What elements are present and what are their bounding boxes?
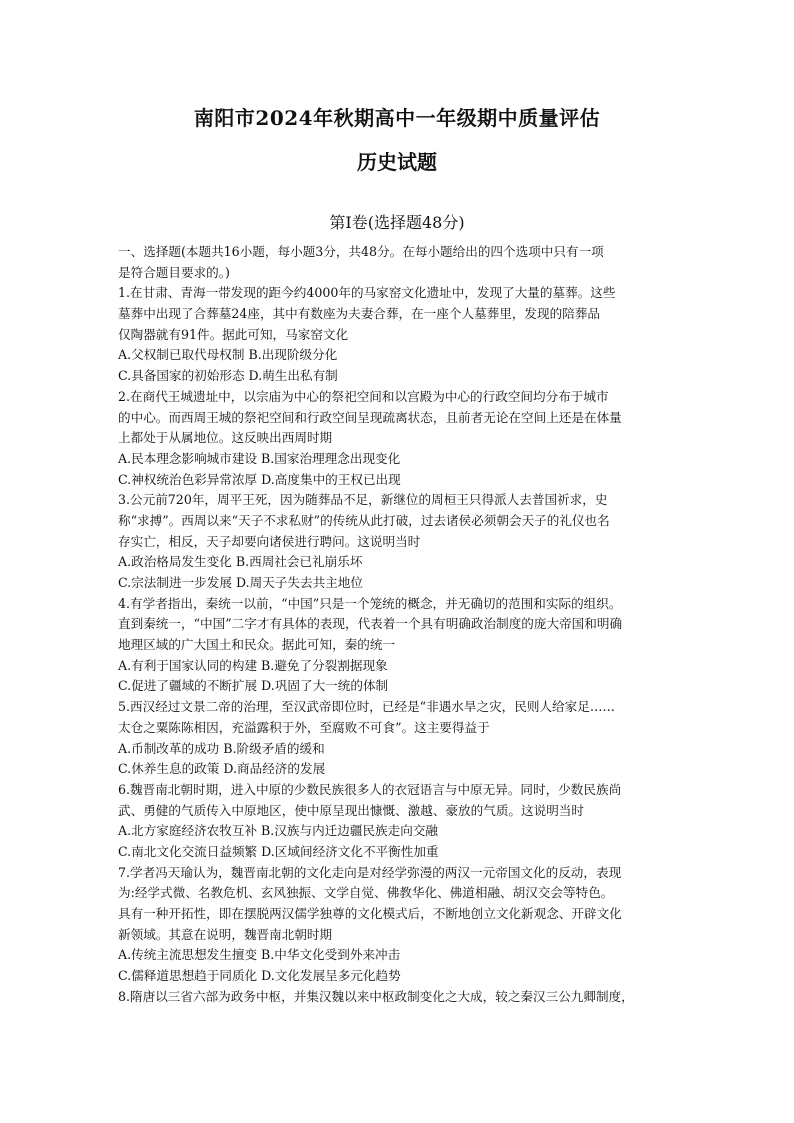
text-line: 仅陶器就有91件。据此可知，马家窑文化 xyxy=(118,326,349,342)
text-line: C.儒释道思想趋于同质化 D.文化发展呈多元化趋势 xyxy=(118,968,401,984)
question-body xyxy=(118,242,688,1007)
text-line: 7.学者冯天瑜认为，魏晋南北朝的文化走向是对经学弥漫的两汉一元帝国文化的反动，表现 xyxy=(118,864,622,880)
subject-title: 历史试题 xyxy=(357,150,437,174)
text-line: A.政治格局发生变化 B.西周社会已礼崩乐坏 xyxy=(118,554,363,570)
text-line: A.币制改革的成功 B.阶级矛盾的缓和 xyxy=(118,740,325,756)
text-line: C.具备国家的初始形态 D.萌生出私有制 xyxy=(118,368,338,384)
text-line: C.神权统治色彩异常浓厚 D.高度集中的王权已出现 xyxy=(118,471,401,487)
text-line: 称“求搏”。西周以来“天子不求私财”的传统从此打破，过去诸侯必须朝会天子的礼仪也名 xyxy=(118,512,610,528)
text-line: A.有利于国家认同的构建 B.避免了分裂割据现象 xyxy=(118,657,388,673)
text-line: 4.有学者指出，秦统一以前，“中国”只是一个笼统的概念，并无确切的范围和实际的组织。 xyxy=(118,595,622,611)
text-line: 1.在甘肃、青海一带发现的距今约4000年的马家窑文化遗址中，发现了大量的墓葬。这些 xyxy=(118,285,616,301)
text-line: 8.隋唐以三省六部为政务中枢，并集汉魏以来中枢政制变化之大成，较之秦汉三公九卿制度， xyxy=(118,988,634,1004)
text-line: 2.在商代王城遗址中，以宗庙为中心的祭祀空间和以宫殿为中心的行政空间均分布于城市 xyxy=(118,388,609,404)
text-line: 5.西汉经过文景二帝的治理，至汉武帝即位时，已经是“非遇水旱之灾，民则人给家足…… xyxy=(118,699,616,715)
text-line: A.传统主流思想发生擅变 B.中华文化受到外来冲击 xyxy=(118,947,401,963)
text-line: 武、勇健的气质传入中原地区，使中原呈现出慷慨、激越、豪放的气质。这说明当时 xyxy=(118,802,584,818)
text-line: A.父权制已取代母权制 B.出现阶级分化 xyxy=(118,347,338,363)
text-line: 墓葬中出现了合葬墓24座，其中有数座为夫妻合葬，在一座个人墓葬里，发现的陪葬品 xyxy=(118,306,600,322)
text-line: 新领域。其意在说明，魏晋南北朝时期 xyxy=(118,926,333,942)
text-line: C.宗法制进一步发展 D.周天子失去共主地位 xyxy=(118,575,363,590)
text-line: 具有一种开拓性，即在摆脱两汉儒学独尊的文化模式后，不断地创立文化新观念、开辟文化 xyxy=(118,906,622,921)
text-line: 存实亡，相反，天子却要向诸侯进行聘问。这说明当时 xyxy=(118,533,421,549)
text-line: 6.魏晋南北朝时期，进入中原的少数民族很多人的衣冠语言与中原无异。同时，少数民族尚 xyxy=(118,781,622,797)
text-line: C.休养生息的政策 D.商品经济的发展 xyxy=(118,761,326,777)
text-line: 直到秦统一，“中国”二字才有具体的表现，代表着一个具有明确政治制度的庞大帝国和明确 xyxy=(118,616,623,632)
part-heading: 第I卷(选择题48分) xyxy=(329,213,465,232)
text-line: 太仓之粟陈陈相因，充溢露积于外，至腐败不可食”。这主要得益于 xyxy=(118,719,490,735)
text-line: 3.公元前720年，周平王死，因为随葬品不足，新继位的周桓王只得派人去普国祈求，史 xyxy=(118,492,608,508)
exam-title: 南阳市2024年秋期高中一年级期中质量评估 xyxy=(193,106,601,130)
text-line: 地理区域的广大国土和民众。据此可知，秦的统一 xyxy=(118,637,396,653)
text-line: C.南北文化交流日益频繁 D.区域间经济文化不平衡性加重 xyxy=(118,843,439,859)
text-line: 的中心。而西周王城的祭祀空间和行政空间呈现疏离状态，且前者无论在空间上还是在体量 xyxy=(118,409,622,425)
text-line: 一、选择题(本题共16小题，每小题3分，共48分。在每小题给出的四个选项中只有一项 xyxy=(118,244,604,259)
text-line: A.北方家庭经济农牧互补 B.汉族与内迁边疆民族走向交融 xyxy=(118,823,439,839)
text-line: A.民本理念影响城市建设 B.国家治理理念出现变化 xyxy=(118,450,401,466)
text-line: 是符合题目要求的。) xyxy=(118,264,230,280)
text-line: 为:经学式微、名教危机、玄风独振、文学自觉、佛教华化、佛道相融、胡汉交会等特色。 xyxy=(118,885,614,901)
text-line: C.促进了疆域的不断扩展 D.巩固了大一统的体制 xyxy=(118,678,389,694)
text-line: 上都处于从属地位。这反映出西周时期 xyxy=(118,430,333,446)
